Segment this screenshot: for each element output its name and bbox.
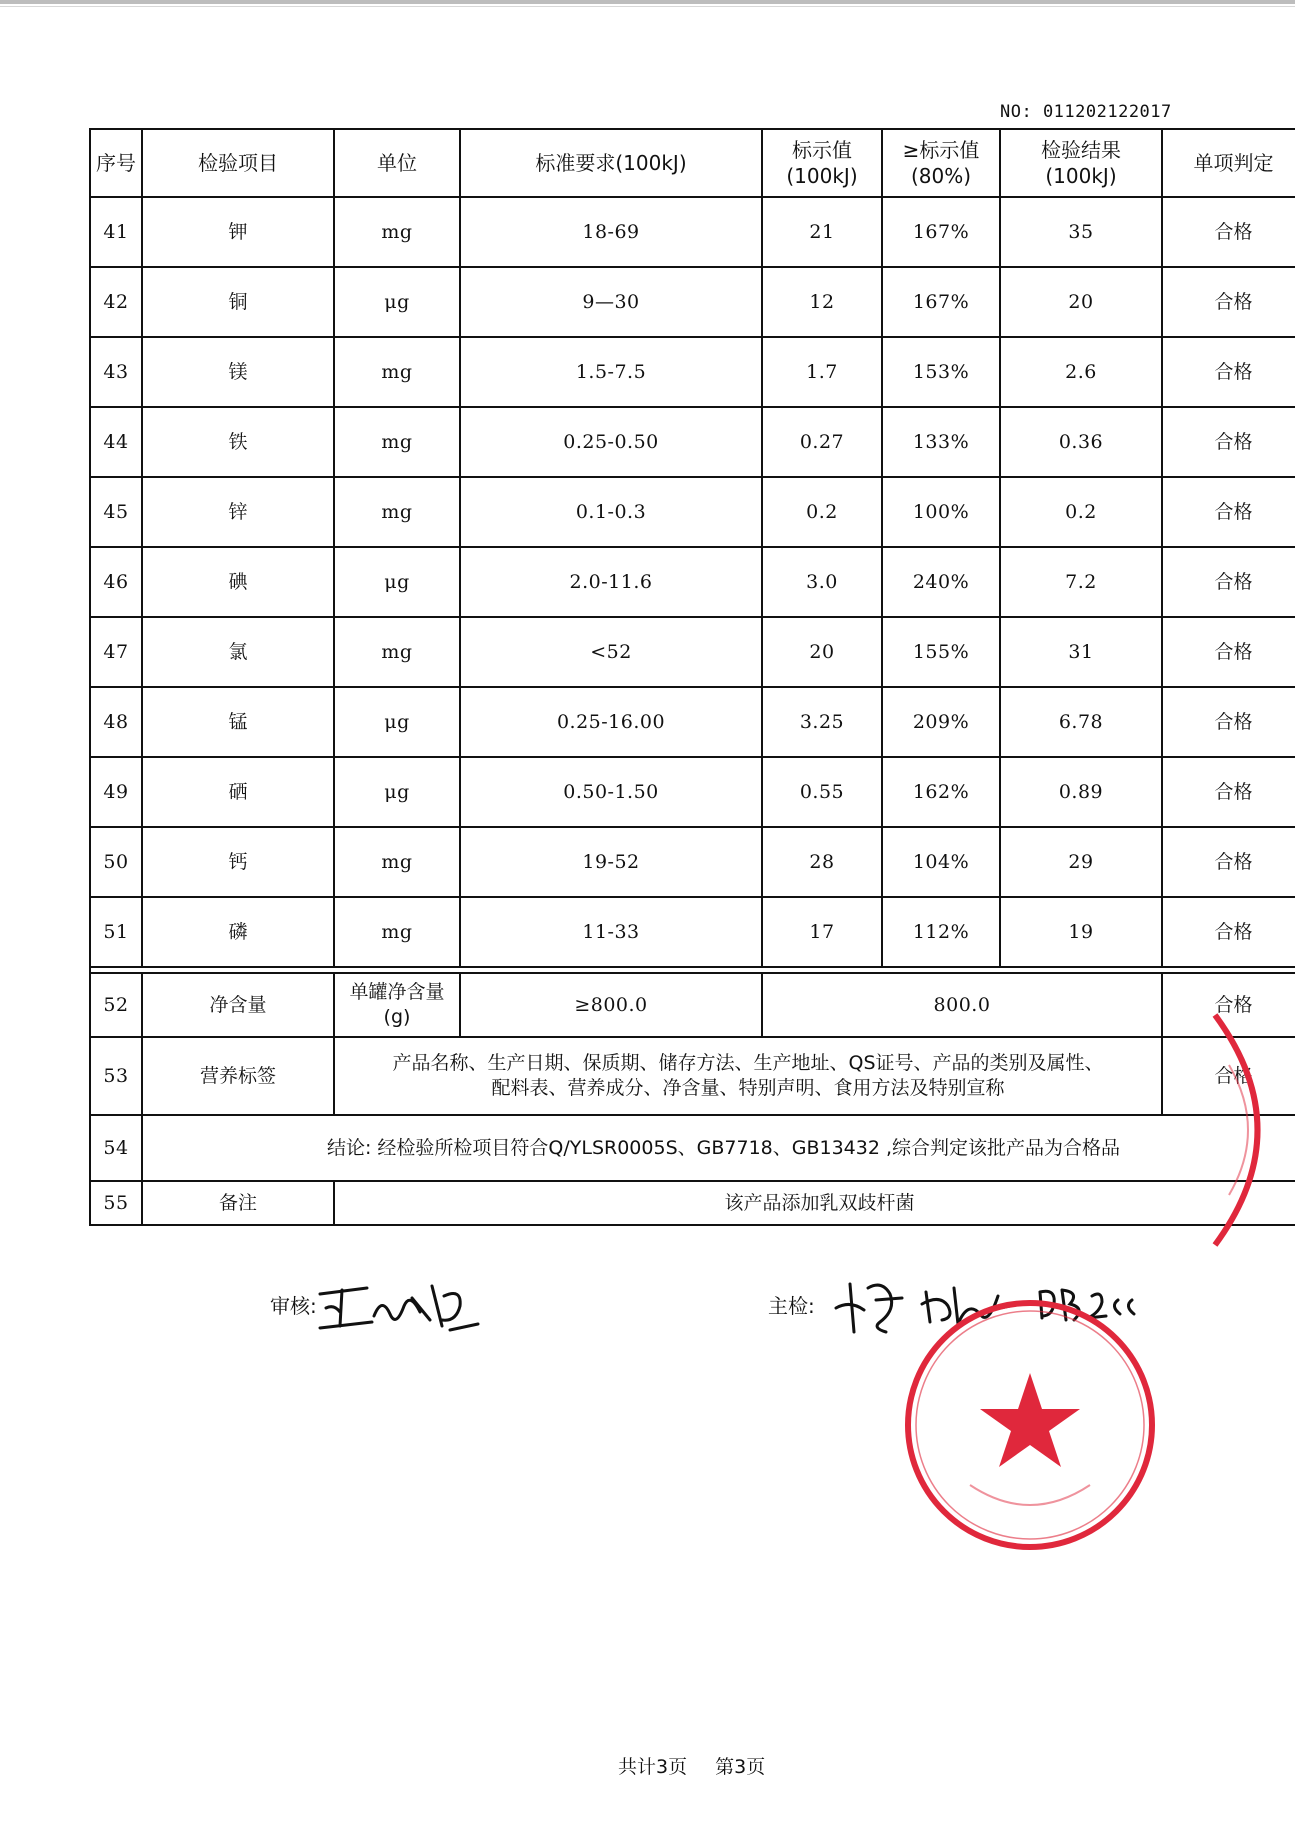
cell-no: 51 [90, 897, 142, 967]
cell-label-value: 12 [762, 267, 882, 337]
cell-percent: 112% [882, 897, 1000, 967]
header-label-value-line2: (100kJ) [786, 164, 858, 188]
table-row [90, 687, 1295, 757]
cell-unit [334, 973, 460, 1037]
cell-standard: 2.0-11.6 [460, 547, 762, 617]
header-percent [882, 129, 1000, 197]
cell-standard: 0.1-0.3 [460, 477, 762, 547]
cell-no: 43 [90, 337, 142, 407]
cell-label-value: 3.0 [762, 547, 882, 617]
cell-result: 6.78 [1000, 687, 1162, 757]
cell-unit: μg [334, 757, 460, 827]
cell-result: 800.0 [762, 973, 1162, 1037]
cell-standard: 0.25-0.50 [460, 407, 762, 477]
table-row [90, 267, 1295, 337]
cell-item: 铁 [142, 407, 334, 477]
cell-judge: 合格 [1162, 267, 1295, 337]
cell-label-value: 0.2 [762, 477, 882, 547]
table-row [90, 337, 1295, 407]
cell-percent: 240% [882, 547, 1000, 617]
cell-no: 50 [90, 827, 142, 897]
cell-judge: 合格 [1162, 827, 1295, 897]
cell-percent: 133% [882, 407, 1000, 477]
header-percent-line2: (80%) [910, 164, 972, 188]
remarks-text: 该产品添加乳双歧杆菌 [334, 1181, 1295, 1225]
header-seq: 序号 [90, 129, 142, 197]
label-requirements-line1: 产品名称、生产日期、保质期、储存方法、生产地址、QS证号、产品的类别及属性、 [392, 1052, 1104, 1075]
cell-result: 29 [1000, 827, 1162, 897]
cell-label-value: 21 [762, 197, 882, 267]
cell-judge: 合格 [1162, 1037, 1295, 1115]
header-result [1000, 129, 1162, 197]
table-row [90, 757, 1295, 827]
table-row [90, 897, 1295, 967]
cell-result: 2.6 [1000, 337, 1162, 407]
cell-label-value: 0.27 [762, 407, 882, 477]
cell-unit: μg [334, 547, 460, 617]
header-label-value-line1: 标示值 [792, 138, 852, 162]
cell-judge: 合格 [1162, 617, 1295, 687]
partial-seal [1205, 1005, 1295, 1255]
cell-result: 0.36 [1000, 407, 1162, 477]
current-page: 第3页 [715, 1756, 766, 1778]
cell-unit-line2: (g) [383, 1006, 411, 1028]
cell-standard: 11-33 [460, 897, 762, 967]
header-label-value [762, 129, 882, 197]
cell-label-requirements [334, 1037, 1162, 1115]
cell-unit: mg [334, 897, 460, 967]
cell-percent: 100% [882, 477, 1000, 547]
cell-judge: 合格 [1162, 407, 1295, 477]
cell-result: 35 [1000, 197, 1162, 267]
cell-unit: mg [334, 337, 460, 407]
cell-percent: 104% [882, 827, 1000, 897]
header-item: 检验项目 [142, 129, 334, 197]
cell-item: 铜 [142, 267, 334, 337]
cell-unit-line1: 单罐净含量 [349, 981, 445, 1004]
cell-unit: mg [334, 407, 460, 477]
cell-percent: 167% [882, 197, 1000, 267]
table-row [90, 407, 1295, 477]
cell-standard: 18-69 [460, 197, 762, 267]
cell-item: 磷 [142, 897, 334, 967]
cell-no: 48 [90, 687, 142, 757]
cell-judge: 合格 [1162, 547, 1295, 617]
cell-no: 52 [90, 973, 142, 1037]
cell-item: 备注 [142, 1181, 334, 1225]
table-row-net-content [90, 973, 1295, 1037]
cell-standard: <52 [460, 617, 762, 687]
cell-unit: mg [334, 477, 460, 547]
scan-edge [0, 0, 1295, 4]
cell-label-value: 20 [762, 617, 882, 687]
cell-item: 氯 [142, 617, 334, 687]
inspection-table [89, 128, 1295, 1226]
table-row-conclusion [90, 1115, 1295, 1181]
cell-item: 锌 [142, 477, 334, 547]
label-requirements-line2: 配料表、营养成分、净含量、特别声明、食用方法及特别宣称 [491, 1077, 1005, 1099]
cell-no: 41 [90, 197, 142, 267]
cell-unit: mg [334, 617, 460, 687]
reviewer-signature [312, 1276, 487, 1342]
cell-judge: 合格 [1162, 197, 1295, 267]
cell-result: 31 [1000, 617, 1162, 687]
cell-label-value: 1.7 [762, 337, 882, 407]
cell-item: 净含量 [142, 973, 334, 1037]
cell-no: 47 [90, 617, 142, 687]
cell-judge: 合格 [1162, 477, 1295, 547]
company-seal [900, 1295, 1160, 1555]
cell-judge: 合格 [1162, 337, 1295, 407]
header-judge: 单项判定 [1162, 129, 1295, 197]
table-row [90, 827, 1295, 897]
cell-unit: mg [334, 827, 460, 897]
cell-standard: ≥800.0 [460, 973, 762, 1037]
cell-percent: 162% [882, 757, 1000, 827]
cell-result: 0.2 [1000, 477, 1162, 547]
inspector-label: 主检: [768, 1294, 815, 1318]
cell-judge: 合格 [1162, 687, 1295, 757]
table-header-row [90, 129, 1295, 197]
cell-no: 42 [90, 267, 142, 337]
cell-percent: 209% [882, 687, 1000, 757]
cell-item: 钙 [142, 827, 334, 897]
table-row-remarks [90, 1181, 1295, 1225]
cell-item: 硒 [142, 757, 334, 827]
cell-no: 45 [90, 477, 142, 547]
header-percent-line1: ≥标示值 [902, 138, 980, 162]
cell-standard: 9—30 [460, 267, 762, 337]
cell-label-value: 0.55 [762, 757, 882, 827]
header-result-line1: 检验结果 [1041, 138, 1121, 162]
conclusion-text: 结论: 经检验所检项目符合Q/YLSR0005S、GB7718、GB13432 ,综合判定该批产品为合格品 [142, 1115, 1295, 1181]
header-result-line2: (100kJ) [1045, 164, 1117, 188]
cell-standard: 1.5-7.5 [460, 337, 762, 407]
document-number: NO: 011202122017 [1000, 102, 1172, 122]
cell-percent: 167% [882, 267, 1000, 337]
cell-no: 55 [90, 1181, 142, 1225]
cell-standard: 0.50-1.50 [460, 757, 762, 827]
cell-judge: 合格 [1162, 897, 1295, 967]
header-standard: 标准要求(100kJ) [460, 129, 762, 197]
reviewer-label: 审核: [270, 1294, 317, 1318]
cell-result: 20 [1000, 267, 1162, 337]
cell-standard: 0.25-16.00 [460, 687, 762, 757]
total-pages: 共计3页 [618, 1756, 688, 1778]
cell-no: 54 [90, 1115, 142, 1181]
cell-item: 镁 [142, 337, 334, 407]
table-row [90, 617, 1295, 687]
cell-label-value: 28 [762, 827, 882, 897]
cell-label-value: 3.25 [762, 687, 882, 757]
cell-item: 营养标签 [142, 1037, 334, 1115]
cell-item: 锰 [142, 687, 334, 757]
cell-result: 7.2 [1000, 547, 1162, 617]
cell-no: 44 [90, 407, 142, 477]
table-row [90, 477, 1295, 547]
cell-unit: μg [334, 267, 460, 337]
cell-item: 钾 [142, 197, 334, 267]
cell-result: 0.89 [1000, 757, 1162, 827]
scan-edge-line [0, 6, 1295, 7]
cell-result: 19 [1000, 897, 1162, 967]
cell-judge: 合格 [1162, 973, 1295, 1037]
cell-percent: 153% [882, 337, 1000, 407]
cell-percent: 155% [882, 617, 1000, 687]
header-unit: 单位 [334, 129, 460, 197]
table-row [90, 547, 1295, 617]
table-row [90, 197, 1295, 267]
cell-judge: 合格 [1162, 757, 1295, 827]
cell-unit: mg [334, 197, 460, 267]
cell-no: 46 [90, 547, 142, 617]
cell-unit: μg [334, 687, 460, 757]
cell-item: 碘 [142, 547, 334, 617]
table-row-nutrition-label [90, 1037, 1295, 1115]
cell-label-value: 17 [762, 897, 882, 967]
cell-no: 53 [90, 1037, 142, 1115]
cell-no: 49 [90, 757, 142, 827]
page-footer [618, 1752, 787, 1779]
cell-standard: 19-52 [460, 827, 762, 897]
